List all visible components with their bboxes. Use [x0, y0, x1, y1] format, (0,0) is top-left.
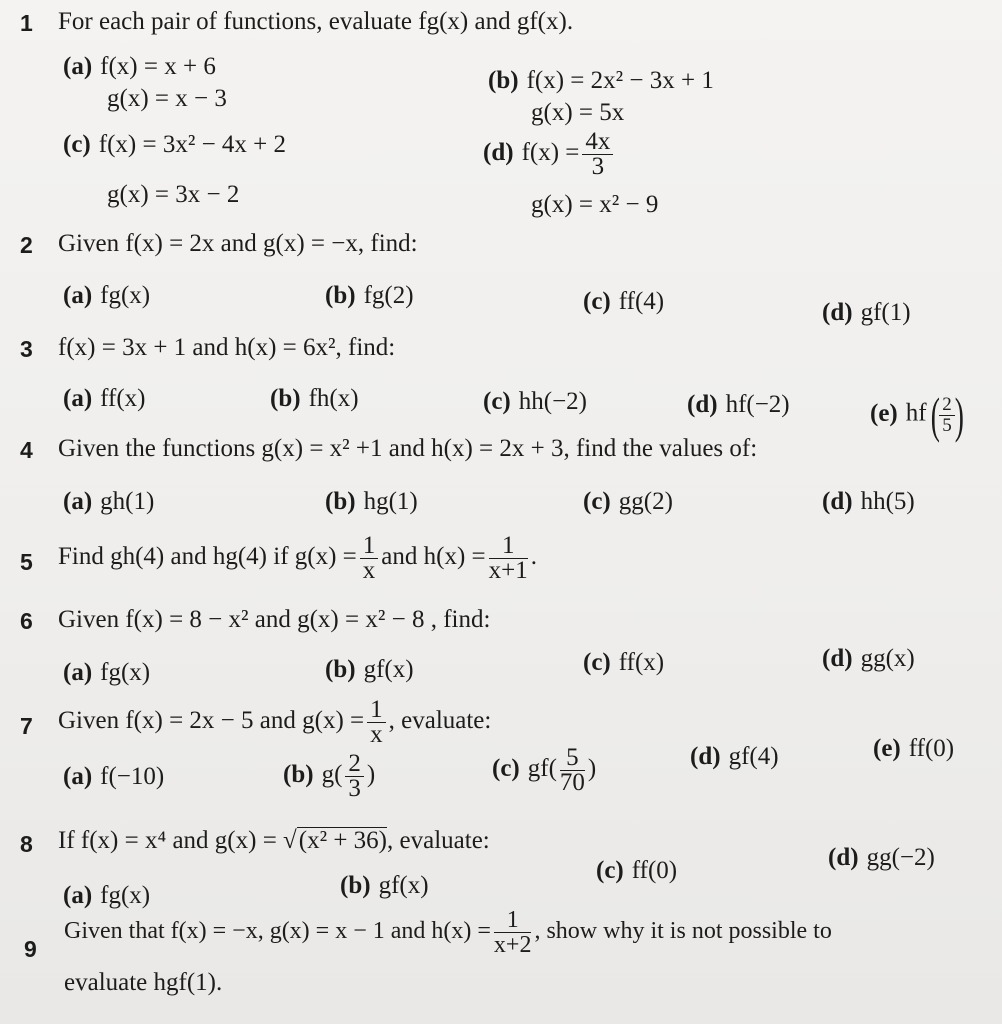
q4-part-b-expr: hg(1): [363, 488, 418, 515]
q2-part-c-expr: ff(4): [618, 288, 665, 315]
q9-fraction-h: [494, 908, 532, 957]
q3-part-d-expr: hf(−2): [725, 391, 790, 418]
q2-part-d-expr: gf(1): [860, 299, 911, 326]
q8-part-d-expr: gg(−2): [866, 844, 935, 871]
q6-part-a-label: (a): [63, 659, 93, 686]
fraction-denominator: 70: [559, 768, 585, 796]
q7-part-d-label: (d): [690, 743, 721, 770]
q6-part-c-label: (c): [583, 649, 611, 676]
q8-part-b-expr: gf(x): [378, 872, 429, 899]
q1-part-b-g: g(x) = 5x: [531, 99, 625, 126]
question-number-1: 1: [20, 10, 33, 36]
q8-part-a-expr: fg(x): [100, 882, 151, 909]
fraction-numerator: 1: [367, 698, 386, 723]
q7-part-c-label: (c): [492, 755, 520, 782]
q7-part-d-expr: gf(4): [728, 743, 779, 770]
q3-part-c-expr: hh(−2): [518, 388, 587, 415]
q1-part-a-g: g(x) = x − 3: [107, 85, 227, 112]
q7-part-c-suffix: ): [587, 755, 597, 782]
q1-part-d-f-prefix: f(x) =: [521, 139, 580, 167]
q8-part-b-label: (b): [340, 872, 371, 899]
q1-part-d-g: g(x) = x² − 9: [531, 191, 659, 218]
q6-part-b: [325, 655, 414, 685]
q4-part-d-expr: hh(5): [860, 488, 915, 515]
q8-part-c-expr: ff(0): [631, 857, 678, 884]
fraction-denominator: x+1: [488, 556, 528, 584]
fraction-denominator: 3: [591, 153, 605, 180]
question-6-text: Given f(x) = 8 − x² and g(x) = x² − 8 , find:: [58, 606, 491, 633]
q2-part-a-expr: fg(x): [100, 282, 151, 309]
q7-part-b: [283, 748, 375, 802]
q4-part-c-label: (c): [583, 488, 611, 515]
question-number-5: 5: [20, 549, 33, 575]
q1-part-d-fraction: [582, 130, 613, 179]
question-9-text: [64, 904, 832, 958]
fraction-numerator: 1: [489, 534, 528, 559]
q4-part-c: [583, 487, 673, 517]
q3-part-e-label: (e): [870, 399, 898, 427]
fraction-denominator: x: [370, 720, 383, 748]
q7-part-e-expr: ff(0): [908, 735, 955, 762]
fraction-numerator: 5: [560, 746, 585, 771]
q2-part-b-expr: fg(2): [363, 282, 414, 309]
q7-part-b-fraction: [345, 749, 364, 802]
q8-part-c: [596, 856, 677, 886]
q6-part-c-expr: ff(x): [618, 649, 665, 676]
q3-part-e: [870, 387, 967, 443]
q6-part-b-expr: gf(x): [363, 656, 414, 683]
q6-part-d: [822, 644, 915, 674]
q5-fraction-h: [488, 531, 528, 584]
q2-part-d: [822, 298, 911, 328]
q3-part-e-expr-prefix: hf: [905, 399, 927, 427]
q7-part-d: [690, 742, 779, 772]
question-3-text: f(x) = 3x + 1 and h(x) = 6x², find:: [58, 334, 396, 361]
q2-part-b-label: (b): [325, 282, 356, 309]
fraction-numerator: 4x: [582, 130, 613, 155]
q7-part-a-expr: f(−10): [100, 763, 165, 790]
q7-part-c: [492, 742, 596, 796]
fraction-denominator: x: [362, 556, 376, 584]
question-number-9: 9: [24, 936, 37, 962]
q8-text-b: , evaluate:: [387, 827, 490, 854]
q6-part-c: [583, 648, 664, 678]
q8-part-c-label: (c): [596, 857, 624, 884]
question-5-text: [58, 530, 537, 584]
question-2-text: Given f(x) = 2x and g(x) = −x, find:: [58, 230, 418, 257]
q1-part-b-f: f(x) = 2x² − 3x + 1: [526, 67, 714, 94]
q8-text-a: If f(x) = x⁴ and g(x) = √: [58, 827, 297, 854]
fraction-denominator: x+2: [493, 931, 532, 958]
q1-part-b-label: (b): [488, 67, 519, 94]
q1-part-a: [63, 52, 216, 82]
q3-part-a-expr: ff(x): [100, 385, 146, 412]
q1-part-c-g: g(x) = 3x − 2: [107, 181, 240, 208]
question-number-3: 3: [20, 336, 33, 362]
q5-text-c: .: [530, 543, 537, 570]
q4-part-a: [63, 487, 154, 517]
q3-part-a-label: (a): [63, 385, 93, 412]
q6-part-b-label: (b): [325, 656, 356, 683]
q1-part-d: [483, 130, 616, 179]
q9-text-c: evaluate hgf(1).: [64, 969, 223, 996]
q7-part-e: [873, 734, 954, 764]
q4-part-a-label: (a): [63, 488, 93, 515]
question-number-2: 2: [20, 232, 33, 258]
q8-part-d-label: (d): [828, 844, 859, 871]
question-number-4: 4: [20, 437, 33, 463]
question-1-text: For each pair of functions, evaluate fg(x) and gf(x).: [58, 8, 574, 35]
show-through-text: ​: [469, 240, 471, 267]
q3-part-c-label: (c): [483, 388, 511, 415]
q2-part-a-label: (a): [63, 282, 93, 309]
q6-part-d-expr: gg(x): [860, 645, 915, 672]
fraction-denominator: 5: [942, 414, 952, 436]
q7-part-e-label: (e): [873, 735, 901, 762]
q7-part-b-label: (b): [283, 761, 314, 788]
fraction-numerator: 2: [345, 752, 364, 777]
q5-text-b: and h(x) =: [381, 543, 486, 570]
fraction-numerator: 1: [360, 534, 379, 559]
q2-part-a: [63, 281, 150, 311]
question-7-text: [58, 694, 491, 748]
q7-part-b-suffix: ): [366, 761, 376, 788]
q9-text-a: Given that f(x) = −x, g(x) = x − 1 and h(x) =: [64, 918, 491, 944]
q1-part-c-label: (c): [63, 131, 91, 158]
q1-part-b: [488, 66, 714, 96]
q3-part-b-expr: fh(x): [308, 385, 359, 412]
q7-part-a-label: (a): [63, 763, 93, 790]
q4-part-b-label: (b): [325, 488, 356, 515]
q4-part-b: [325, 487, 418, 517]
q2-part-c-label: (c): [583, 288, 611, 315]
q3-part-c: [483, 387, 587, 417]
question-8-text: [58, 826, 490, 856]
q6-part-a-expr: fg(x): [100, 659, 151, 686]
q6-part-d-label: (d): [822, 645, 853, 672]
q8-part-a-label: (a): [63, 882, 93, 909]
q7-part-b-prefix: g(: [321, 761, 343, 788]
q7-fraction-g: [367, 695, 386, 748]
q7-text-a: Given f(x) = 2x − 5 and g(x) =: [58, 707, 365, 734]
q8-part-d: [828, 843, 935, 873]
q1-part-c-f: f(x) = 3x² − 4x + 2: [98, 131, 287, 158]
q3-part-d-label: (d): [687, 391, 718, 418]
q3-part-d: [687, 390, 790, 420]
q7-part-a: [63, 762, 164, 792]
q1-part-a-label: (a): [63, 53, 93, 80]
q2-part-c: [583, 287, 664, 317]
q4-part-d: [822, 487, 915, 517]
q7-text-b: , evaluate:: [388, 707, 492, 734]
q2-part-b: [325, 281, 414, 311]
q3-part-b-label: (b): [270, 385, 301, 412]
q5-fraction-g: [360, 531, 379, 584]
question-number-6: 6: [20, 608, 33, 634]
q8-part-b: [340, 871, 429, 901]
right-paren: ): [954, 387, 964, 443]
q3-part-e-fraction: [939, 395, 955, 436]
q8-sqrt-body: (x² + 36): [298, 827, 388, 854]
left-paren: (: [930, 387, 940, 443]
q1-part-d-label: (d): [483, 139, 514, 167]
q9-text-b: , show why it is not possible to: [534, 918, 832, 944]
q1-part-c: [63, 130, 286, 160]
q7-part-c-fraction: [559, 743, 585, 796]
q7-part-c-prefix: gf(: [527, 755, 557, 782]
q4-part-c-expr: gg(2): [618, 488, 673, 515]
question-number-7: 7: [20, 713, 33, 739]
question-number-8: 8: [20, 831, 33, 857]
q6-part-a: [63, 658, 150, 688]
q4-part-d-label: (d): [822, 488, 853, 515]
q2-part-d-label: (d): [822, 299, 853, 326]
q1-part-a-f: f(x) = x + 6: [100, 53, 216, 80]
q3-part-a: [63, 384, 146, 414]
fraction-denominator: 3: [348, 774, 361, 802]
question-4-text: Given the functions g(x) = x² +1 and h(x) = 2x + 3, find the values of:: [58, 435, 758, 462]
fraction-numerator: 2: [939, 395, 955, 416]
q3-part-b: [270, 384, 359, 414]
q5-text-a: Find gh(4) and hg(4) if g(x) =: [58, 543, 357, 570]
fraction-numerator: 1: [494, 908, 532, 933]
q4-part-a-expr: gh(1): [100, 488, 155, 515]
